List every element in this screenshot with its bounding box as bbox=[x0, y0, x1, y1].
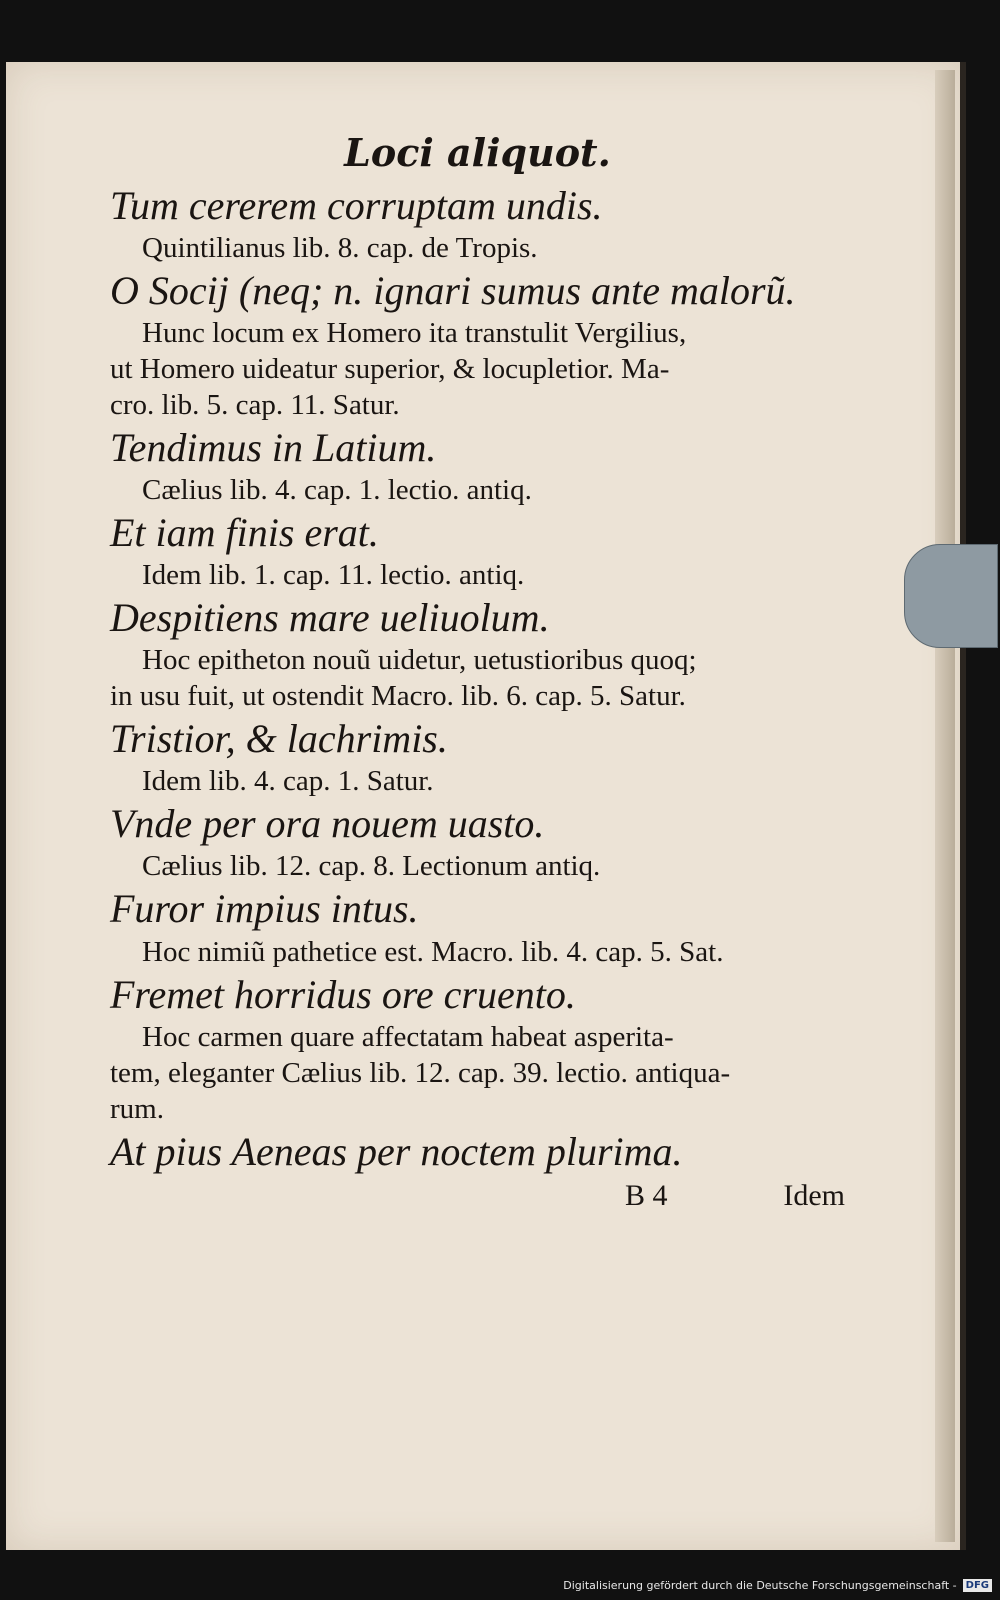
citation-line: Hunc locum ex Homero ita transtulit Vergilius, bbox=[142, 316, 687, 349]
page-footer bbox=[110, 1179, 845, 1213]
quotation-line: O Socij (neq; n. ignari sumus ante malorũ. bbox=[110, 267, 796, 313]
quotation-entry bbox=[110, 715, 845, 800]
quotation-entry bbox=[110, 424, 845, 509]
citation-line: ut Homero uideatur superior, & locupletior. Ma- bbox=[110, 352, 670, 385]
quotation-line: Tum cererem corruptam undis. bbox=[110, 182, 603, 228]
citation bbox=[110, 1020, 845, 1128]
citation bbox=[110, 849, 845, 885]
citation-line: Idem lib. 4. cap. 1. Satur. bbox=[142, 765, 434, 798]
citation bbox=[110, 316, 845, 424]
dfg-logo-icon: DFG bbox=[963, 1579, 992, 1592]
page-edge bbox=[935, 70, 955, 1542]
citation bbox=[110, 231, 845, 267]
citation bbox=[110, 935, 845, 971]
quotation-entry bbox=[110, 182, 845, 267]
citation-line: Hoc carmen quare affectatam habeat asperita- bbox=[142, 1020, 674, 1053]
citation-line: in usu fuit, ut ostendit Macro. lib. 6. cap. 5. Satur. bbox=[110, 680, 686, 713]
quotation-line: Tristior, & lachrimis. bbox=[110, 716, 448, 762]
funder-text: Digitalisierung gefördert durch die Deutsche Forschungsgemeinschaft - bbox=[563, 1579, 957, 1592]
citation bbox=[110, 764, 845, 800]
citation bbox=[110, 558, 845, 594]
running-head: Loci aliquot. bbox=[344, 130, 611, 175]
citation-line: Cælius lib. 12. cap. 8. Lectionum antiq. bbox=[142, 850, 601, 883]
quotation-line: Et iam finis erat. bbox=[110, 509, 379, 555]
citation-line: rum. bbox=[110, 1092, 164, 1125]
signature-mark: B 4 bbox=[625, 1178, 668, 1212]
quotation-entry bbox=[110, 267, 845, 424]
citation-line: Idem lib. 1. cap. 11. lectio. antiq. bbox=[142, 559, 525, 592]
funder-credit bbox=[563, 1579, 992, 1592]
quotation-line: Tendimus in Latium. bbox=[110, 424, 437, 470]
citation-line: tem, eleganter Cælius lib. 12. cap. 39. lectio. antiqua- bbox=[110, 1056, 731, 1089]
quotation-entry bbox=[110, 509, 845, 594]
quotation-line: Vnde per ora nouem uasto. bbox=[110, 801, 545, 847]
bookmark-tab bbox=[904, 544, 998, 648]
quotation-entry bbox=[110, 1128, 845, 1175]
quotation-line: Fremet horridus ore cruento. bbox=[110, 971, 576, 1017]
citation-line: cro. lib. 5. cap. 11. Satur. bbox=[110, 388, 400, 421]
catchword: Idem bbox=[783, 1178, 845, 1212]
quotation-line: Despitiens mare ueliuolum. bbox=[110, 595, 550, 641]
citation-line: Quintilianus lib. 8. cap. de Tropis. bbox=[142, 231, 538, 264]
citation-line: Cælius lib. 4. cap. 1. lectio. antiq. bbox=[142, 473, 532, 506]
quotation-entry bbox=[110, 885, 845, 970]
page-text bbox=[110, 130, 845, 1213]
quotation-line: At pius Aeneas per noctem plurima. bbox=[110, 1128, 683, 1174]
citation-line: Hoc epitheton nouũ uidetur, uetustioribus quoq; bbox=[142, 644, 697, 677]
quotation-entry bbox=[110, 971, 845, 1128]
quotation-entry bbox=[110, 594, 845, 715]
citation bbox=[110, 643, 845, 715]
entries-list bbox=[110, 182, 845, 1175]
citation-line: Hoc nimiũ pathetice est. Macro. lib. 4. cap. 5. Sat. bbox=[142, 935, 724, 968]
quotation-line: Furor impius intus. bbox=[110, 886, 419, 932]
quotation-entry bbox=[110, 800, 845, 885]
citation bbox=[110, 473, 845, 509]
